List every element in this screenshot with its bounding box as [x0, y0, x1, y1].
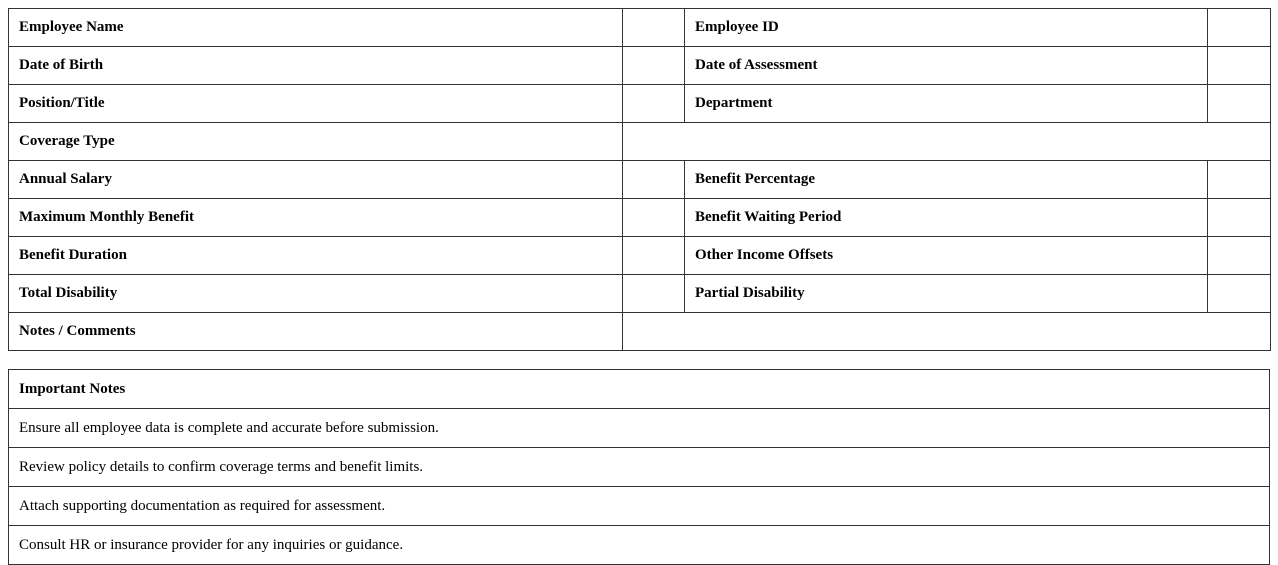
date-of-assessment-field[interactable]: [1208, 47, 1271, 85]
employee-id-label: Employee ID: [685, 9, 1208, 47]
form-row-notes-comments: [9, 313, 1271, 351]
benefit-percentage-label: Benefit Percentage: [685, 161, 1208, 199]
form-row-benefit-duration: [9, 237, 1271, 275]
note-item: Consult HR or insurance provider for any inquiries or guidance.: [9, 526, 1270, 565]
page: [8, 8, 1270, 565]
date-of-birth-field[interactable]: [623, 47, 685, 85]
other-income-offsets-field[interactable]: [1208, 237, 1271, 275]
notes-header-row: [9, 370, 1270, 409]
position-title-label: Position/Title: [9, 85, 623, 123]
benefit-duration-field[interactable]: [623, 237, 685, 275]
note-item: Attach supporting documentation as required for assessment.: [9, 487, 1270, 526]
other-income-offsets-label: Other Income Offsets: [685, 237, 1208, 275]
benefit-percentage-field[interactable]: [1208, 161, 1271, 199]
note-row: [9, 526, 1270, 565]
form-row-position: [9, 85, 1271, 123]
note-row: [9, 487, 1270, 526]
coverage-type-label: Coverage Type: [9, 123, 623, 161]
important-notes-title: Important Notes: [9, 370, 1270, 409]
benefit-waiting-period-field[interactable]: [1208, 199, 1271, 237]
department-label: Department: [685, 85, 1208, 123]
employee-name-field[interactable]: [623, 9, 685, 47]
note-item: Review policy details to confirm coverage terms and benefit limits.: [9, 448, 1270, 487]
form-row-employee-name: [9, 9, 1271, 47]
note-row: [9, 448, 1270, 487]
notes-comments-field[interactable]: [623, 313, 1271, 351]
benefit-duration-label: Benefit Duration: [9, 237, 623, 275]
annual-salary-field[interactable]: [623, 161, 685, 199]
employee-name-label: Employee Name: [9, 9, 623, 47]
coverage-type-field[interactable]: [623, 123, 1271, 161]
department-field[interactable]: [1208, 85, 1271, 123]
date-of-birth-label: Date of Birth: [9, 47, 623, 85]
form-row-coverage-type: [9, 123, 1271, 161]
note-item: Ensure all employee data is complete and accurate before submission.: [9, 409, 1270, 448]
important-notes-table: [8, 369, 1270, 565]
partial-disability-field[interactable]: [1208, 275, 1271, 313]
total-disability-label: Total Disability: [9, 275, 623, 313]
benefit-waiting-period-label: Benefit Waiting Period: [685, 199, 1208, 237]
max-monthly-benefit-label: Maximum Monthly Benefit: [9, 199, 623, 237]
position-title-field[interactable]: [623, 85, 685, 123]
note-row: [9, 409, 1270, 448]
annual-salary-label: Annual Salary: [9, 161, 623, 199]
form-row-date-of-birth: [9, 47, 1271, 85]
partial-disability-label: Partial Disability: [685, 275, 1208, 313]
max-monthly-benefit-field[interactable]: [623, 199, 685, 237]
form-row-max-monthly-benefit: [9, 199, 1271, 237]
form-row-disability: [9, 275, 1271, 313]
form-row-annual-salary: [9, 161, 1271, 199]
employee-id-field[interactable]: [1208, 9, 1271, 47]
disability-assessment-form: [8, 8, 1271, 351]
notes-comments-label: Notes / Comments: [9, 313, 623, 351]
date-of-assessment-label: Date of Assessment: [685, 47, 1208, 85]
total-disability-field[interactable]: [623, 275, 685, 313]
